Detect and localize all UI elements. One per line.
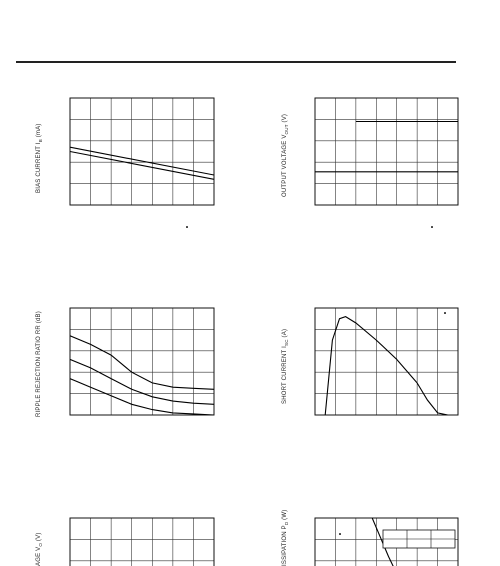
chart-vo <box>70 518 214 566</box>
ylabel-rr-main: RIPPLE REJECTION RATIO RR <box>36 325 42 417</box>
ylabel-pd-unit: (W) <box>282 509 288 522</box>
ylabel-isc-unit: (A) <box>282 328 288 340</box>
chart-isc <box>315 308 458 415</box>
ylabel-vo-sub: O <box>38 542 44 547</box>
series-line-rr-2 <box>70 379 214 415</box>
ylabel-isc-main: SHORT CURRENT I <box>282 345 288 404</box>
frame-vo <box>70 518 214 566</box>
ylabel-pd-main: ISSIPATION P <box>282 525 288 566</box>
frame-vout <box>315 98 458 205</box>
ylabel-pd-sub: D <box>284 521 290 526</box>
series-line-isc-0 <box>325 317 448 415</box>
ylabel-vout-main: OUTPUT VOLTAGE V <box>282 134 288 197</box>
frame-isc <box>315 308 458 415</box>
ylabel-vout-sub: OUT <box>284 124 290 135</box>
ylabel-rr-unit: (dB) <box>36 311 42 326</box>
ylabel-vo-unit: (V) <box>36 532 42 543</box>
series-line-bias-1 <box>70 152 214 180</box>
pd-legend <box>383 530 455 548</box>
ylabel-bias-main: BIAS CURRENT I <box>36 142 42 193</box>
chart-vout <box>315 98 458 205</box>
ylabel-bias-unit: (mA) <box>36 123 42 140</box>
ylabel-isc-sub: SC <box>284 339 290 346</box>
series-line-rr-0 <box>70 336 214 390</box>
ylabel-bias-sub: B <box>38 139 44 143</box>
chart-bias <box>70 98 214 205</box>
ylabel-vout-unit: (V) <box>282 113 288 125</box>
chart-rr <box>70 308 214 415</box>
ylabel-vo-main: AGE V <box>36 546 42 566</box>
frame-rr <box>70 308 214 415</box>
series-line-rr-1 <box>70 359 214 404</box>
series-line-bias-0 <box>70 147 214 175</box>
